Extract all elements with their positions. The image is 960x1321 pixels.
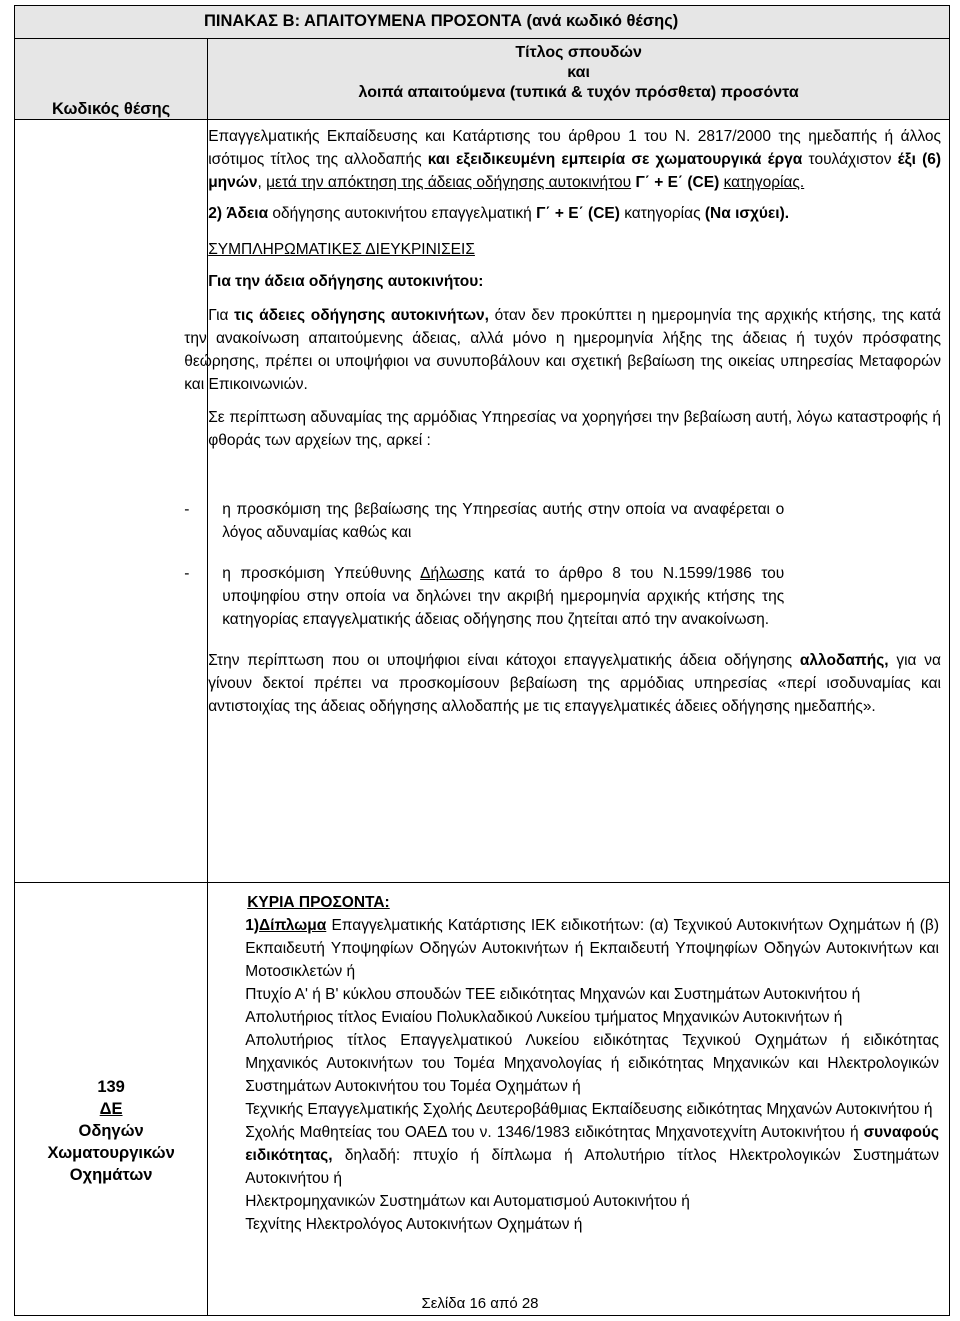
header-qualifications: Τίτλος σπουδών και λοιπά απαιτούμενα (τυπικά & τυχόν πρόσθετα) προσόντα: [358, 44, 799, 101]
supp-paragraph-2: Σε περίπτωση αδυναμίας της αρμόδιας Υπηρεσίας να χορηγήσει την βεβαίωση αυτή, λόγω καταστροφής ή φθοράς των αρχείων της, αρκεί :: [208, 409, 941, 449]
table-title-cell: [15, 6, 950, 39]
supp-heading: ΣΥΜΠΛΗΡΩΜΑΤΙΚΕΣ ΔΙΕΥΚΡΙΝΙΣΕΙΣ: [208, 241, 475, 258]
main-qualifications-cell: [208, 883, 950, 1316]
bullet-2: - η προσκόμιση Υπεύθυνης Δήλωσης κατά το άρθρο 8 του Ν.1599/1986 του υποψηφίου στην οποία να δηλώνει την ακριβή ημερομηνία αρχικής κτήσης της κατηγορίας επαγγελματικής άδειας οδήγησης που ζητείται από την ανακοίνωση.: [184, 565, 785, 628]
electrician-item: Τεχνίτης Ηλεκτρολόγος Αυτοκινήτων Οχημάτων ή: [245, 1216, 583, 1233]
position-code-cell: [15, 883, 208, 1316]
degree-item: Πτυχίο Α' ή Β' κύκλου σπουδών ΤΕΕ ειδικότητας Μηχανών και Συστημάτων Αυτοκινήτου ή: [245, 986, 861, 1003]
supp-paragraph-1: Για τις άδειες οδήγησης αυτοκινήτων, όταν δεν προκύπτει η ημερομηνία της αρχικής κτήσης, της κατά την ανακοίνωση απαιτούμενης άδειας, αλλά μόνο η ημερομηνία λήξης της άδειας ή τυχόν πρόσφατης θεώρησης, πρέπει οι υποψήφιοι να συνυποβάλουν και σχετική βεβαίωση της οικείας υπηρεσίας Μεταφορών και Επικοινωνιών.: [184, 307, 941, 393]
main-qual-heading: ΚΥΡΙΑ ΠΡΟΣΟΝΤΑ:: [247, 894, 390, 911]
header-code-label: Κωδικός θέσης: [51, 100, 171, 118]
requirements-table: [14, 5, 950, 1316]
vocational-lyceum-item: Απολυτήριος τίτλος Επαγγελματικού Λυκείου ειδικότητας Τεχνικού Οχημάτων ή ειδικότητας Μηχανικός Αυτοκινήτων του Τομέα Μηχανολογίας ή ειδικότητας Μηχανικών και Ηλεκτρολογικών Συστημάτων Αυτοκινήτου του Τομέα Οχημάτων ή: [245, 1032, 939, 1095]
apprenticeship-item: Σχολής Μαθητείας του ΟΑΕΔ του ν. 1346/1983 ειδικότητας Μηχανοτεχνίτη Αυτοκινήτου ή συναφούς ειδικότητας, δηλαδή: πτυχίο ή δίπλωμα ή Απολυτήριο τίτλος Ηλεκτρολογικών Συστημάτων Αυτοκινήτου ή: [245, 1124, 939, 1187]
header-code-cell: [15, 39, 208, 120]
page-number: Σελίδα 16 από 28: [421, 1295, 539, 1312]
table-title: ΠΙΝΑΚΑΣ Β: ΑΠΑΙΤΟΥΜΕΝΑ ΠΡΟΣΟΝΤΑ (ανά κωδικό θέσης): [204, 12, 679, 30]
continued-paragraph: Επαγγελματικής Εκπαίδευσης και Κατάρτισης του άρθρου 1 του Ν. 2817/2000 της ημεδαπής ή άλλος ισότιμος τίτλος της αλλοδαπής και εξειδικευμένη εμπειρία σε χωματουργικά έργα τουλάχιστον έξι (6) μηνών, μετά την απόκτηση της άδειας οδήγησης αυτοκινήτου Γ΄ + Ε΄ (CE) κατηγορίας.: [208, 128, 942, 191]
license-requirement: 2) Άδεια οδήγησης αυτοκινήτου επαγγελματική Γ΄ + Ε΄ (CE) κατηγορίας (Να ισχύει).: [208, 205, 790, 222]
supp-subheading: Για την άδεια οδήγησης αυτοκινήτου:: [208, 273, 484, 290]
technical-school-item: Τεχνικής Επαγγελματικής Σχολής Δευτεροβάθμιας Εκπαίδευσης ειδικότητας Μηχανών Αυτοκινήτου ή: [245, 1101, 933, 1118]
electromechanical-item: Ηλεκτρομηχανικών Συστημάτων και Αυτοματισμού Αυτοκινήτου ή: [245, 1193, 690, 1210]
continued-qual-cell: [184, 120, 950, 883]
bullet-1: - η προσκόμιση της βεβαίωσης της Υπηρεσίας αυτής στην οποία να αναφέρεται ο λόγος αδυναμίας καθώς και: [184, 501, 785, 541]
lyceum-item: Απολυτήριος τίτλος Ενιαίου Πολυκλαδικού Λυκείου τμήματος Μηχανικών Αυτοκινήτων ή: [245, 1009, 843, 1026]
position-code: 139 ΔΕ Οδηγών Χωματουργικών Οχημάτων: [47, 1078, 175, 1184]
header-qual-cell: [208, 39, 950, 120]
supp-paragraph-3: Στην περίπτωση που οι υποψήφιοι είναι κάτοχοι επαγγελματικής άδεια οδήγησης αλλοδαπής, για να γίνουν δεκτοί πρέπει να προσκομίσουν βεβαίωση της αρμόδιας υπηρεσίας «περί ισοδυναμίας και αντιστοιχίας της άδειας οδήγησης αλλοδαπής με τις επαγγελματικές άδειες οδήγησης ημεδαπής».: [208, 652, 941, 715]
diploma-item: 1)Δίπλωμα Επαγγελματικής Κατάρτισης ΙΕΚ ειδικοτήτων: (α) Τεχνικού Αυτοκινήτων Οχημάτων ή (β) Εκπαιδευτή Υποψηφίων Οδηγών Αυτοκινήτων ή Εκπαιδευτή Υποψηφίων Οδηγών Αυτοκινήτων και Μοτοσικλετών ή: [245, 917, 940, 980]
